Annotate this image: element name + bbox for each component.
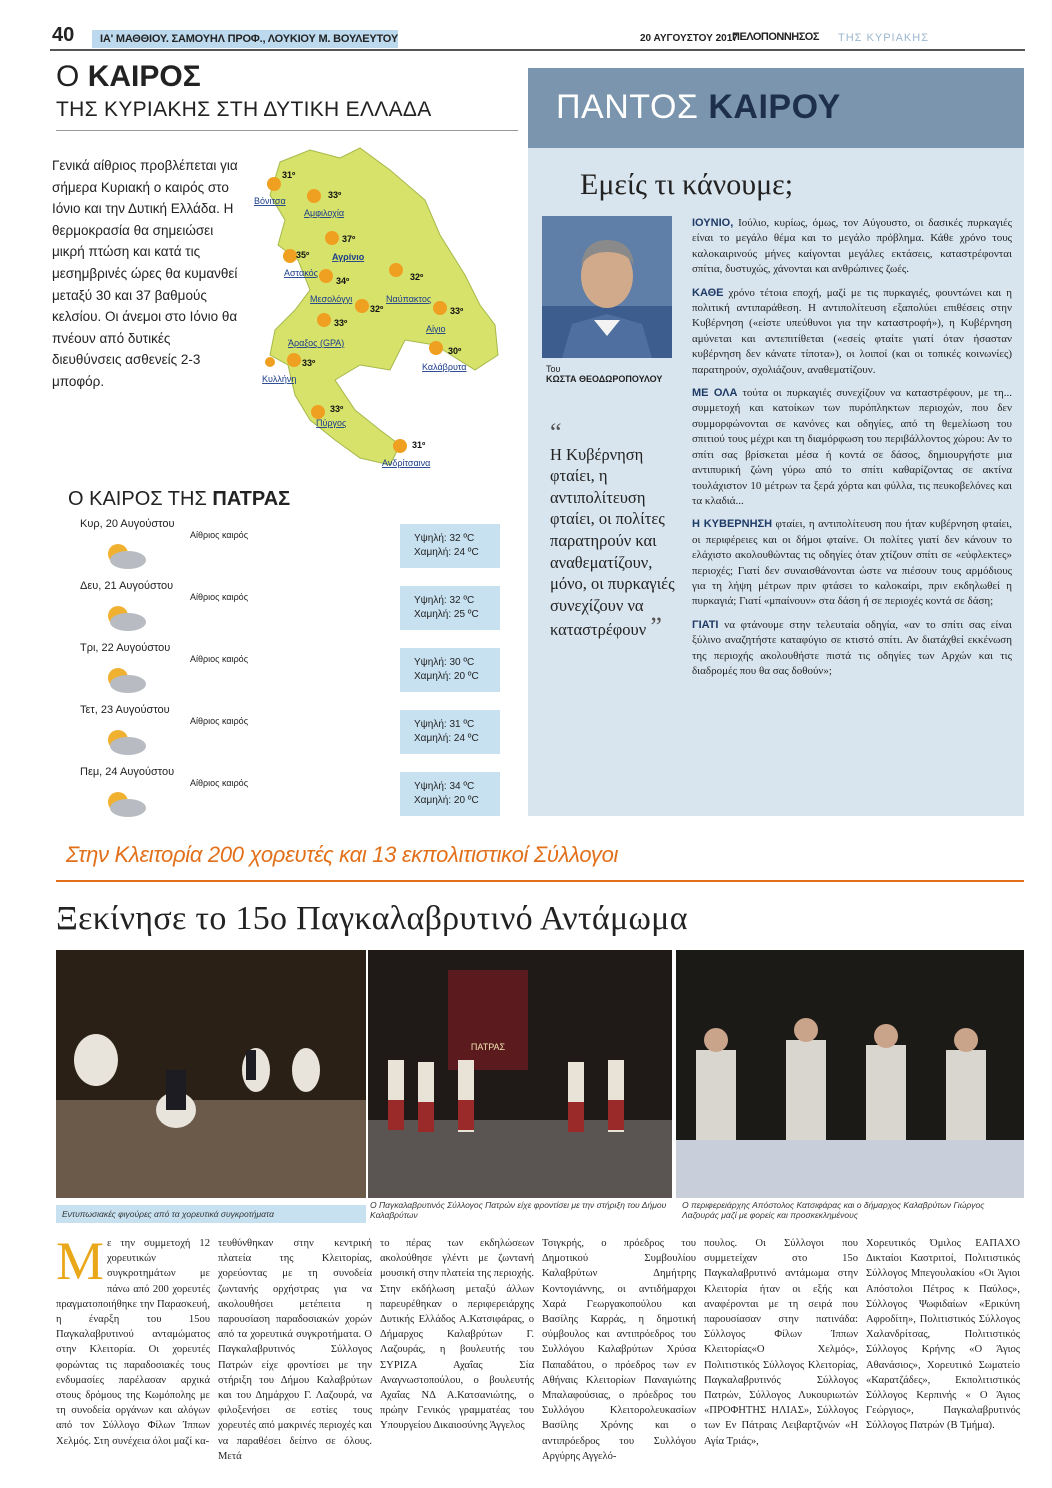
forecast-temp bbox=[400, 524, 500, 568]
weather-title-bold: ΚΑΙΡΟΣ bbox=[87, 60, 201, 93]
paragraph-lead: ΜΕ ΟΛΑ bbox=[692, 387, 738, 400]
article-column: πουλος. Οι Σύλλογοι που συμμετείχαν στο 15ο Παγκαλαβρυτινό αντάμωμα στην Κλειτορία ήταν οι εξής και αναφέρονται με τη σειρά που παρουσίασαν στην πατινάδα: Σύλλογος Φίλων Ίππων Κλειτορίας«Ο Χελμός», Πολιτιστικός Σύλλογος Κλειτορίας, Παγκαλαβρυτινός Σύλλογος Πατρών, Σύλλογος Λυκουριωτών «ΠΡΟΦΗΤΗΣ ΗΛΙΑΣ», Σύλλογος των Εν Πάτραις Λειβαρτζινών «Η Αγία Τριάς», bbox=[704, 1238, 858, 1447]
high-label: Υψηλή: bbox=[414, 595, 447, 606]
paragraph-text: φταίει, η αντιπολίτευση που ήταν κυβέρνηση φταίει, οι περιφέρειες και οι δήμοι φταίνε. Οι πολίτες γιατί δεν κάνουν το ελάχιστο ακολουθώντας τις οδηγίες όταν χτίζουν σπίτι σε «εύφλεκτες» περιοχές; Γιατί δεν συναισθάνονται ώστε να πιέσουν τους αρμόδιους για τη λήψη μέτρων πριν φτάσει το καλοκαίρι, πριν εκδηλωθεί η πυρκαγιά; Γιατί «μπαίνουν» στα δάση ή σε περιοχές κοντά σε δάση; bbox=[692, 518, 1012, 608]
svg-text:Αμφιλοχία: Αμφιλοχία bbox=[304, 208, 345, 218]
school-banner: ΙΑ' ΜΑΘΘΙΟΥ. ΣΑΜΟΥΗΛ ΠΡΟΦ., ΛΟΥΚΙΟΥ Μ. ΒΟΥΛΕΥΤΟΥ bbox=[92, 30, 398, 48]
forecast-row bbox=[60, 766, 500, 830]
svg-text:33º: 33º bbox=[302, 358, 316, 368]
forecast-desc: Αίθριος καιρός bbox=[190, 592, 249, 602]
low-value: 20 ºC bbox=[453, 671, 479, 682]
header-rule bbox=[50, 49, 1025, 51]
column-paragraph bbox=[692, 216, 1012, 278]
sun-cloud-icon bbox=[100, 534, 150, 574]
low-label: Χαμηλή: bbox=[414, 733, 452, 744]
svg-text:35º: 35º bbox=[296, 250, 310, 260]
article-column: Χορευτικός Όμιλος ΕΑΠΑΧΟ Δικταίοι Καστριτοί, Πολιτιστικός Σύλλογος Μπεγουλακίου «Οι Άγιοι Απόστολοι Πέτρος κ Παύλος», Σύλλογος Ψωφιδαίων «Ερικύνη Αφροδίτη», Πολιτιστικός Σύλλογος Χαλανδρίτσας, Πολιτιστικός Σύλλογος Κρήνης «Ο Άγιος Αθανάσιος», Χορευτικό Σωματείο «Καρατζάδες», Εκπολιτιστικός Σύλλογος Κερπινής « Ο Άγιος Γεώργιος», Παγκαλαβρυτινός Σύλλογος Πατρών (Β Τμήμα). bbox=[866, 1238, 1020, 1432]
svg-text:Άραξος (GPA): Άραξος (GPA) bbox=[288, 338, 345, 348]
forecast-day: Πεμ, 24 Αυγούστου bbox=[80, 766, 175, 778]
svg-text:34º: 34º bbox=[336, 276, 350, 286]
photo-officials bbox=[676, 950, 1024, 1198]
forecast-desc: Αίθριος καιρός bbox=[190, 778, 249, 788]
paragraph-lead: ΙΟΥΝΙΟ, bbox=[692, 217, 734, 229]
caption-dancers: Εντυπωσιακές φιγούρες από τα χορευτικά συγκροτήματα bbox=[56, 1205, 366, 1223]
column-byline bbox=[546, 364, 662, 384]
weather-rule bbox=[56, 130, 518, 131]
svg-text:Καλάβρυτα: Καλάβρυτα bbox=[422, 362, 467, 372]
high-value: 32 ºC bbox=[449, 533, 475, 544]
issue-date: 20 ΑΥΓΟΥΣΤΟΥ 2017 bbox=[640, 33, 738, 44]
high-value: 34 ºC bbox=[449, 781, 475, 792]
article-headline: Ξεκίνησε το 15ο Παγκαλαβρυτινό Αντάμωμα bbox=[56, 900, 688, 937]
paragraph-lead: Η ΚΥΒΕΡΝΗΣΗ bbox=[692, 518, 773, 531]
quote-mark-close-icon: ” bbox=[650, 612, 662, 642]
caption-officials: Ο περιφερειάρχης Απόστολος Κατσιφάρας και ο δήμαρχος Καλαβρύτων Γιώργος Λαζουράς μαζί με φορείς και προσκεκλημένους bbox=[682, 1200, 985, 1220]
paragraph-text: τούτα οι πυρκαγιές συνεχίζουν να καταστρέφουν, με τη... συμμετοχή και κατοίκων των πυρόπληκτων περιοχών, που δεν συμμορφώνονται σε κανόνες και οδηγίες, από τη θεμελίωση του σπιτιού τους μέχρι και τη διαμόρφωση του περιβάλλοντος χώρου: Αν το σπίτι σας βρίσκεται μέσα ή κοντά σε δάσος, δημιουργήστε μια αντιπυρική ζώνη γύρω από το σπίτι καθαρίζοντας σε ακτίνα τουλάχιστον 10 μέτρων τα ξερά χόρτα και φύλλα, τις πευκοβελόνες και τα κλαδιά... bbox=[692, 387, 1012, 507]
forecast-temp bbox=[400, 648, 500, 692]
svg-text:31º: 31º bbox=[282, 170, 296, 180]
svg-text:32º: 32º bbox=[370, 304, 384, 314]
forecast-desc: Αίθριος καιρός bbox=[190, 716, 249, 726]
high-label: Υψηλή: bbox=[414, 781, 447, 792]
sun-cloud-icon bbox=[100, 782, 150, 822]
column-body bbox=[692, 216, 1012, 687]
svg-text:Βόνιτσα: Βόνιτσα bbox=[254, 196, 286, 206]
forecast-temp bbox=[400, 772, 500, 816]
paragraph-lead: ΓΙΑΤΙ bbox=[692, 618, 719, 631]
forecast-temp bbox=[400, 586, 500, 630]
low-value: 24 ºC bbox=[453, 547, 479, 558]
weather-title-pre: Ο bbox=[56, 60, 80, 93]
page-number: 40 bbox=[52, 24, 75, 46]
forecast-row bbox=[60, 704, 500, 768]
low-label: Χαμηλή: bbox=[414, 795, 452, 806]
sun-cloud-icon bbox=[100, 658, 150, 698]
weather-subtitle: ΤΗΣ ΚΥΡΙΑΚΗΣ ΣΤΗ ΔΥΤΙΚΗ ΕΛΛΑΔΑ bbox=[56, 98, 432, 121]
article-column bbox=[56, 1231, 210, 1449]
map-land bbox=[270, 148, 498, 465]
article-column: Τσιγκρής, ο πρόεδρος του Δημοτικού Συμβουλίου Καλαβρύτων Δημήτρης Κοντογιάννης, οι αντιδήμαρχοι Χαρά Γεωργακοπούλου και Βασίλης Καρράς, η δημοτική σύμβουλος και αντιπρόεδρος του Συλλόγου Καλαβρύτων Χρύσα Παπαδάτου, ο πρόεδρος των εν Αθήναις Κλειτορίων Παναγιώτης Μπαλαφούσιας, ο πρόεδρος του Συλλόγου Κλειτορολευκασίων Βασίλης Χρόνης και ο αντιπρόεδρος του Συλλόγου Αργύρης Αγγελό- bbox=[542, 1238, 696, 1462]
patras-weather-title bbox=[68, 488, 290, 511]
svg-text:33º: 33º bbox=[330, 404, 344, 414]
author-portrait bbox=[542, 216, 672, 358]
svg-text:ΠΑΤΡΑΣ: ΠΑΤΡΑΣ bbox=[470, 1042, 506, 1052]
svg-text:33º: 33º bbox=[328, 190, 342, 200]
svg-text:Κυλλήνη: Κυλλήνη bbox=[262, 374, 297, 384]
pull-quote-text: Η Κυβέρνηση φταίει, η αντιπολίτευση φταίει, οι πολίτες παρατηρούν και αναθεματίζουν, μόνο, οι πυρκαγιές συνεχίζουν να καταστρέφουν bbox=[550, 444, 675, 640]
column-title-bold: ΚΑΙΡΟΥ bbox=[708, 88, 841, 126]
pull-quote bbox=[550, 418, 690, 642]
article-column-text: ε την συμμετοχή 12 χορευτικών συγκροτημάτων με πάνω από 200 χορευτές πραγματοποιήθηκε την Παρασκευή, η έναρξη του 15ου Παγκαλαβρυτινού ανταμώματος στην Κλειτορία. Οι χορευτές φορώντας τις παραδοσιακές τους ενδυμασίες παρέλασαν αρχικά στους δρόμους της Κωμόπολης με τη συνοδεία οργάνων και αλόγων από τον Σύλλογο Φίλων Ίππων Χελμός. Στη συνέχεια όλοι μαζί κα- bbox=[56, 1238, 210, 1447]
high-value: 30 ºC bbox=[449, 657, 475, 668]
forecast-day: Κυρ, 20 Αυγούστου bbox=[80, 518, 175, 530]
high-label: Υψηλή: bbox=[414, 719, 447, 730]
weather-map bbox=[240, 140, 510, 470]
svg-text:Αίγιο: Αίγιο bbox=[426, 324, 446, 334]
article-column: τευθύνθηκαν στην κεντρική πλατεία της Κλειτορίας, χορεύοντας με τη συνοδεία ζωντανής ορχήστρας για να ακολουθήσει μετέπειτα η παρουσίαση παραδοσιακών χορών από τα χορευτικά συγκροτήματα. Ο Παγκαλαβρυτινός Σύλλογος Πατρών είχε φροντίσει με την στήριξη του Δήμου Καλαβρύτων και του Δημάρχου Γ. Λαζουρά, να φιλοξενήσει σε εστίες τους χορευτές από μακρινές περιοχές και να παραθέσει δείπνο σε όλους. Μετά bbox=[218, 1238, 372, 1462]
svg-text:33º: 33º bbox=[334, 318, 348, 328]
svg-text:31º: 31º bbox=[412, 440, 426, 450]
forecast-day: Δευ, 21 Αυγούστου bbox=[80, 580, 174, 592]
column-paragraph bbox=[692, 286, 1012, 378]
low-value: 20 ºC bbox=[453, 795, 479, 806]
svg-text:Πύργος: Πύργος bbox=[316, 418, 347, 428]
sun-cloud-icon bbox=[100, 596, 150, 636]
newspaper-brand: ΠΕΛΟΠΟΝΝΗΣΟΣ bbox=[732, 31, 819, 43]
svg-text:32º: 32º bbox=[410, 272, 424, 282]
svg-text:33º: 33º bbox=[450, 306, 464, 316]
weather-text: Γενικά αίθριος προβλέπεται για σήμερα Κυριακή ο καιρός στο Ιόνιο και την Δυτική Ελλάδα. Η θερμοκρασία θα σημειώσει μικρή πτώση και κατά τις μεσημβρινές ώρες θα κυμανθεί μεταξύ 30 και 37 βαθμούς κελσίου. Οι άνεμοι στο Ιόνιο θα πνέουν από δυτικές διευθύνσεις ασθενείς 2-3 μποφόρ. bbox=[52, 158, 238, 389]
forecast-day: Τετ, 23 Αυγούστου bbox=[80, 704, 170, 716]
caption-association: Ο Παγκαλαβρυτινός Σύλλογος Πατρών είχε φροντίσει με την στήριξη του Δήμου Καλαβρύτων bbox=[370, 1200, 667, 1220]
paragraph-text: χρόνο τέτοια εποχή, μαζί με τις πυρκαγιές, φουντώνει και η πολιτική αντιπαράθεση. Η αντιπολίτευση εξαπολύει επιθέσεις στην Κυβέρνηση («είστε υπεύθυνοι για την καταστροφή»), η Κυβέρνηση αμύνεται και αντεπιτίθεται («εσείς φταίτε γιατί όταν ήσασταν κυβέρνηση δεν κάνατε τίποτα»), οι λοιποί (και οι τοπικές κοινωνίες) παρατηρούν, σχολιάζουν, αναθεματίζουν. bbox=[692, 286, 1012, 376]
newspaper-brand-sub: ΤΗΣ ΚΥΡΙΑΚΗΣ bbox=[838, 32, 930, 44]
high-value: 31 ºC bbox=[449, 719, 475, 730]
high-value: 32 ºC bbox=[449, 595, 475, 606]
column-question: Εμείς τι κάνουμε; bbox=[580, 168, 794, 201]
high-label: Υψηλή: bbox=[414, 533, 447, 544]
kicker-rule bbox=[56, 880, 1024, 882]
forecast-row bbox=[60, 642, 500, 706]
svg-text:Αγρίνιο: Αγρίνιο bbox=[332, 252, 365, 262]
photo-association-banner bbox=[368, 950, 672, 1198]
article-kicker: Στην Κλειτορία 200 χορευτές και 13 εκπολιτιστικοί Σύλλογοι bbox=[66, 842, 619, 867]
svg-text:Ανδρίτσαινα: Ανδρίτσαινα bbox=[382, 458, 431, 468]
forecast-desc: Αίθριος καιρός bbox=[190, 530, 249, 540]
column-title-light: ΠΑΝΤΟΣ bbox=[556, 88, 699, 126]
paragraph-text: Ιούλιο, κυρίως, όμως, τον Αύγουστο, οι δασικές πυρκαγιές είναι το μεγάλο θέμα και το μεγάλο πρόβλημα. Κάθε χρόνο τους καλοκαιρινούς μήνες καίγονται μεγάλες εκτάσεις, καταστρέφονται σπίτια, δυστυχώς, χάνονται και ανθρώπινες ζωές. bbox=[692, 217, 1012, 276]
sun-cloud-icon bbox=[100, 720, 150, 760]
svg-text:Μεσολόγγι: Μεσολόγγι bbox=[310, 294, 353, 304]
patras-title-pre: Ο ΚΑΙΡΟΣ ΤΗΣ bbox=[68, 488, 207, 510]
svg-text:37º: 37º bbox=[342, 234, 356, 244]
quote-mark-open-icon: “ bbox=[550, 418, 562, 447]
column-paragraph bbox=[692, 618, 1012, 680]
low-value: 24 ºC bbox=[453, 733, 479, 744]
dropcap: Μ bbox=[56, 1231, 105, 1291]
column-paragraph bbox=[692, 386, 1012, 509]
patras-title-bold: ΠΑΤΡΑΣ bbox=[212, 488, 291, 510]
column-title bbox=[556, 88, 841, 127]
column-paragraph bbox=[692, 517, 1012, 609]
svg-text:30º: 30º bbox=[448, 346, 462, 356]
forecast-day: Τρι, 22 Αυγούστου bbox=[80, 642, 171, 654]
forecast-temp bbox=[400, 710, 500, 754]
forecast-row bbox=[60, 518, 500, 582]
paragraph-lead: ΚΑΘΕ bbox=[692, 286, 724, 299]
forecast-desc: Αίθριος καιρός bbox=[190, 654, 249, 664]
svg-text:Ναύπακτος: Ναύπακτος bbox=[386, 294, 432, 304]
byline-author: ΚΩΣΤΑ ΘΕΟΔΩΡΟΠΟΥΛΟΥ bbox=[546, 374, 663, 384]
byline-pre: Του bbox=[546, 364, 561, 374]
paragraph-text: να φτάνουμε στην τελευταία οδηγία, «αν το σπίτι σας είναι ξύλινο αναζητήστε καταφύγιο σε κτιστό σπίτι. Αν διατάχθεί εκκένωση της περιοχής ακολουθήστε πιστά τις οδηγίες των Αρχών και τις διαδρομές που θα σας δοθούν»; bbox=[692, 618, 1012, 677]
svg-text:Αστακός: Αστακός bbox=[284, 268, 318, 278]
low-label: Χαμηλή: bbox=[414, 547, 452, 558]
photo-dancers bbox=[56, 950, 366, 1198]
high-label: Υψηλή: bbox=[414, 657, 447, 668]
article-column: το πέρας των εκδηλώσεων ακολούθησε γλέντι με ζωντανή μουσική στην πλατεία της περιοχής. Στην εκδήλωση μεταξύ άλλων παρευρέθηκαν ο περιφερειάρχης Δυτικής Ελλάδος Α.Κατσιφάρας, ο Δήμαρχος Καλαβρύτων Γ. Λαζουράς, η βουλευτής του ΣΥΡΙΖΑ Αχαΐας Σία Αναγνωστοπούλου, ο βουλευτής Αχαΐας ΝΔ Α.Κατσανιώτης, ο πρώην Γενικός γραμματέας του Υπουργείου Δικαιοσύνης Άγγελος bbox=[380, 1238, 535, 1432]
forecast-row bbox=[60, 580, 500, 644]
low-label: Χαμηλή: bbox=[414, 671, 452, 682]
low-value: 25 ºC bbox=[453, 609, 479, 620]
low-label: Χαμηλή: bbox=[414, 609, 452, 620]
weather-title bbox=[56, 60, 201, 94]
